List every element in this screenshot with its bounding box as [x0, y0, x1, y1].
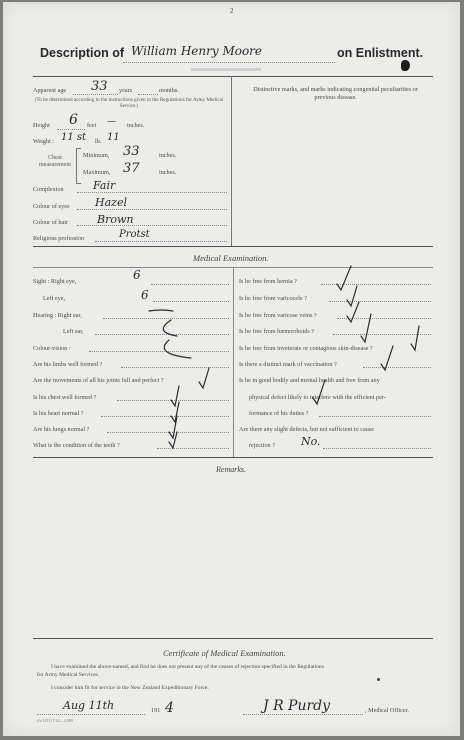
weight-label: Weight :	[33, 138, 54, 145]
certificate-line-1: I have examined the above-named, and find he does not present any of the causes of rejection specified in the Regulations	[51, 664, 324, 670]
chest-formed-label: Is his chest well formed ?	[33, 394, 97, 401]
date-dotline	[37, 714, 145, 715]
medical-officer-label: , Medical Officer.	[365, 707, 409, 714]
inches-label: inches.	[127, 122, 145, 129]
feet-label: feet	[87, 122, 97, 129]
varicose-label: Is he free from varicose veins ?	[239, 312, 317, 319]
sight-left-value: 6	[141, 288, 149, 302]
sight-left-label: Left eye,	[43, 295, 65, 302]
eyes-value: Hazel	[95, 196, 127, 209]
signature-dotline	[243, 714, 363, 715]
age-label: Apparent age	[33, 87, 67, 94]
vaccination-tick	[381, 346, 393, 370]
hearing-left-label: Left ear,	[63, 328, 84, 335]
hair-label: Colour of hair	[33, 219, 69, 226]
health-label-2: physical defect likely to interfere with the efficient per-	[249, 394, 386, 401]
health-label-1: Is he in good bodily and mental health and free from any	[239, 377, 380, 384]
chest-max-value: 37	[123, 161, 140, 176]
certificate-line-2: for Army Medical Services.	[37, 672, 100, 678]
religion-value: Protst	[119, 229, 150, 240]
handwritten-ticks	[3, 2, 460, 736]
teeth-label: What is the condition of the teeth ?	[33, 442, 120, 449]
ink-dot	[377, 678, 380, 681]
complexion-value: Fair	[93, 179, 116, 192]
health-tick	[313, 380, 325, 404]
height-feet-value: 6	[69, 112, 78, 128]
certificate-date: Aug 11th	[63, 699, 115, 712]
remarks-heading: Remarks.	[216, 465, 246, 474]
chest-min-value: 33	[123, 144, 140, 159]
sight-right-label: Sight : Right eye,	[33, 278, 77, 285]
chest-label: Chest measurement	[39, 155, 71, 168]
slight-defects-label-1: Are there any slight defects, but not sufficient to cause	[239, 426, 374, 433]
year-digit: 4	[165, 700, 174, 716]
lb-value: 11	[107, 132, 120, 143]
hernia-label: Is he free from hernia ?	[239, 278, 297, 285]
enlistment-form-page	[3, 2, 460, 736]
chest-max-unit: inches.	[159, 169, 177, 176]
medical-bottom-rule	[33, 457, 433, 458]
joints-label: Are the movements of all his joints full and perfect ?	[33, 377, 164, 384]
health-label-3: formance of his duties ?	[249, 410, 309, 417]
page-number: 2	[230, 7, 234, 15]
vaccination-label: Is there a distinct mark of vaccination ?	[239, 361, 337, 368]
sight-right-value: 6	[133, 268, 141, 282]
colour-vision-mark	[164, 340, 191, 358]
height-inches-value: —	[107, 117, 116, 127]
year-prefix: 191	[151, 707, 161, 714]
hernia-tick	[337, 266, 351, 290]
complexion-label: Complexion	[33, 186, 64, 193]
haemorrhoids-tick	[361, 314, 371, 342]
haemorrhoids-label: Is he free from hæmorrhoids ?	[239, 328, 315, 335]
varicocele-tick	[347, 286, 357, 306]
weight-value: 11 st	[61, 132, 87, 143]
skin-disease-label: Is he free from inveterate or contagious skin-disease ?	[239, 345, 373, 352]
certificate-line-3: I consider him fit for service in the New Zealand Expeditionary Force.	[51, 685, 209, 691]
chest-max-label: Maximum,	[83, 169, 111, 176]
recruit-name: William Henry Moore	[131, 44, 263, 58]
chest-tick	[171, 386, 179, 406]
certificate-top-rule	[33, 638, 433, 639]
lb-label: lb.	[95, 138, 102, 145]
hearing-right-dash	[149, 310, 173, 311]
hearing-right-label: Hearing : Right ear,	[33, 312, 82, 319]
eyes-label: Colour of eyes	[33, 203, 70, 210]
rejection-answer: No.	[301, 435, 321, 448]
medical-officer-signature: J R Purdy	[263, 698, 331, 714]
varicose-tick	[347, 302, 359, 322]
certificate-heading: Certificate of Medical Examination.	[163, 648, 286, 658]
joints-tick	[199, 368, 209, 388]
hearing-left-mark	[163, 320, 177, 336]
months-label: months.	[159, 87, 179, 94]
limbs-label: Are his limbs well formed ?	[33, 361, 103, 368]
chest-min-unit: inches.	[159, 152, 177, 159]
colour-vision-label: Colour-vision :	[33, 345, 71, 352]
title-prefix: Description of	[40, 46, 125, 60]
printer-note: (A.5151) 7/14—2,000	[37, 718, 73, 723]
slight-defects-label-2: rejection ?	[249, 442, 275, 449]
age-note: (To be determined according to the instructions given in the Regulations for Army Medical Service.)	[34, 97, 224, 109]
lungs-label: Are his lungs normal ?	[33, 426, 90, 433]
years-label: years	[119, 87, 133, 94]
skin-disease-tick	[411, 326, 419, 350]
varicocele-label: Is he free from varicocele ?	[239, 295, 307, 302]
heart-label: Is his heart normal ?	[33, 410, 84, 417]
hair-value: Brown	[97, 213, 134, 226]
religion-label: Religious profession	[33, 235, 85, 242]
height-label: Height	[33, 122, 50, 129]
medical-heading: Medical Examination.	[193, 253, 269, 263]
distinctive-marks-label: Distinctive marks, and marks indicating congenital peculiarities or previous disease.	[253, 86, 418, 101]
chest-min-label: Minimum,	[83, 152, 110, 159]
title-suffix: on Enlistment.	[337, 46, 424, 60]
age-value: 33	[91, 79, 108, 94]
